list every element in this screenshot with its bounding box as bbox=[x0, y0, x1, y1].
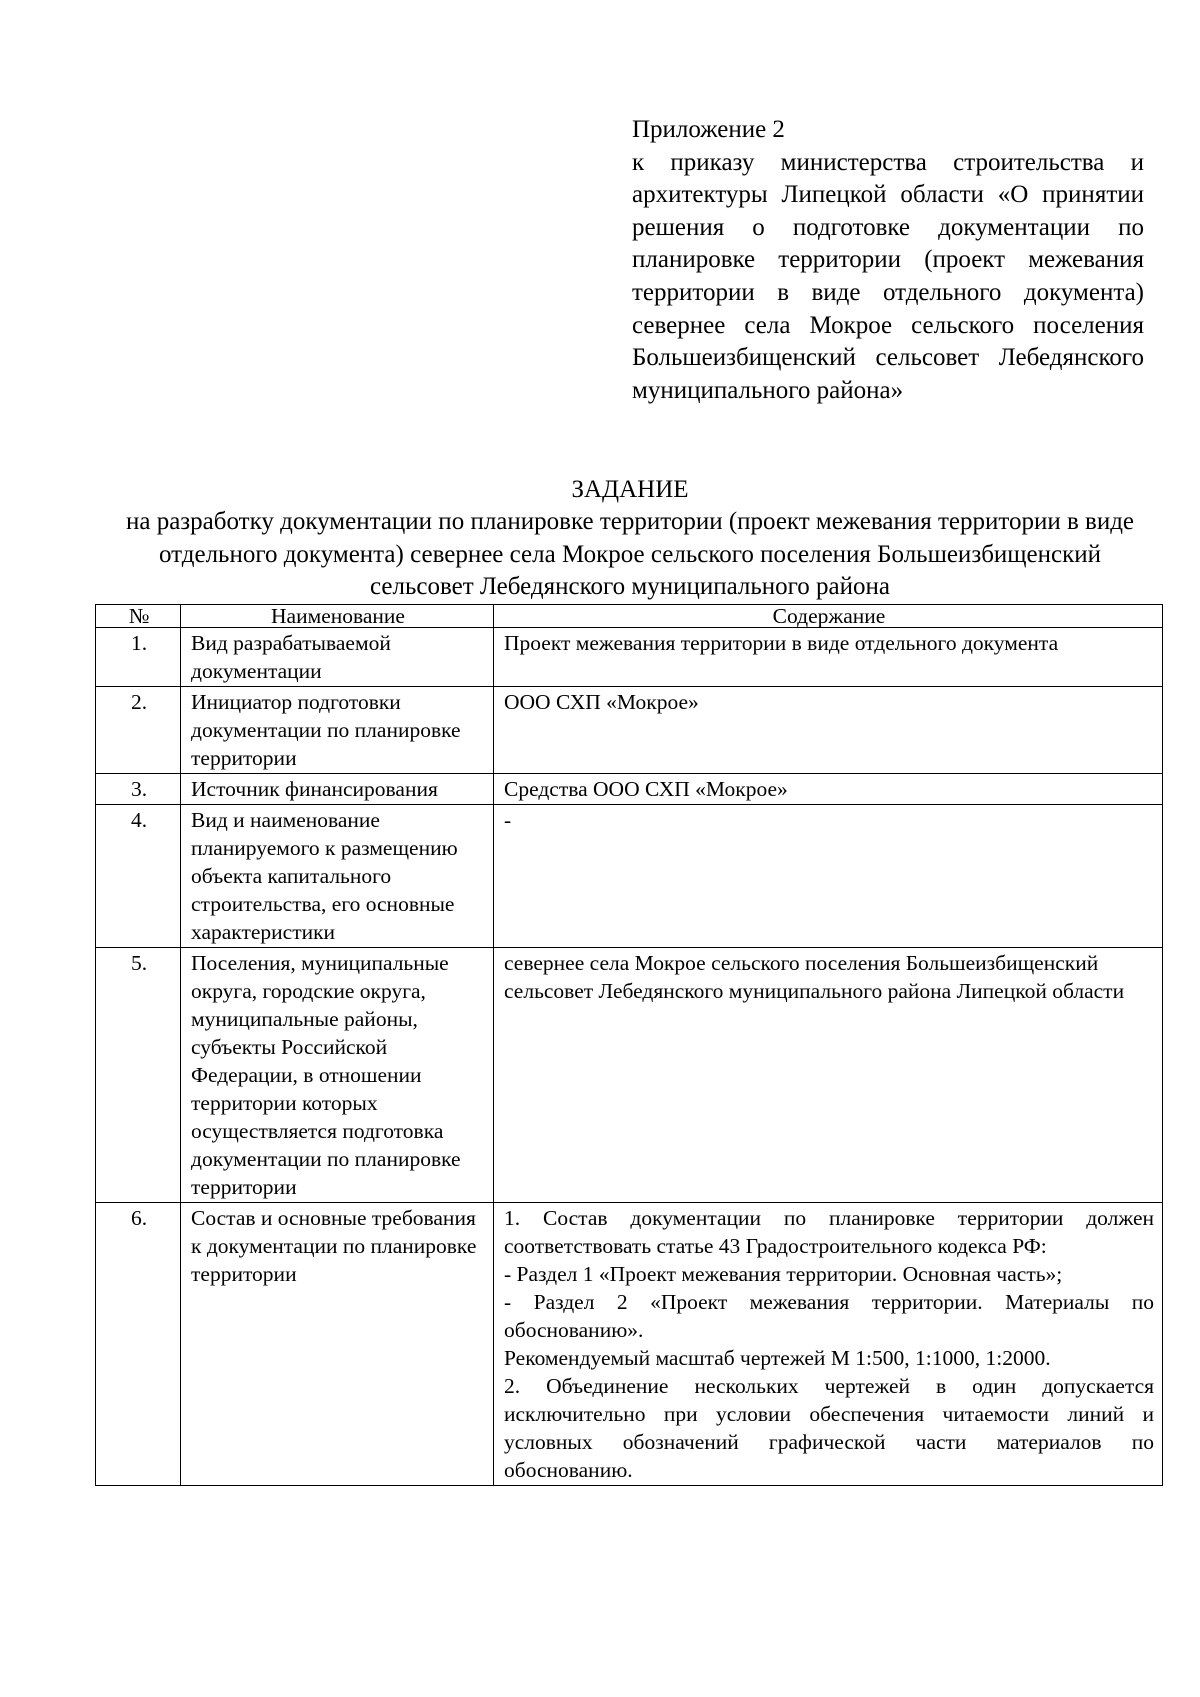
row-name: Вид и наименование планируемого к размещению объекта капитального строительства, его основные характеристики bbox=[181, 805, 494, 948]
row-content bbox=[494, 805, 1163, 948]
row-name: Вид разрабатываемой документации bbox=[181, 628, 494, 687]
row-content bbox=[494, 687, 1163, 774]
row-content bbox=[494, 1203, 1163, 1486]
row-name: Поселения, муниципальные округа, городские округа, муниципальные районы, субъекты Российской Федерации, в отношении территории которых осуществляется подготовка документации по планировке территории bbox=[181, 948, 494, 1203]
row-number: 5. bbox=[96, 948, 181, 1203]
content-paragraph: Рекомендуемый масштаб чертежей М 1:500, 1:1000, 1:2000. bbox=[504, 1346, 1051, 1370]
document-heading bbox=[95, 474, 1165, 604]
row-number: 6. bbox=[96, 1203, 181, 1486]
row-name: Инициатор подготовки документации по планировке территории bbox=[181, 687, 494, 774]
row-name: Состав и основные требования к документации по планировке территории bbox=[181, 1203, 494, 1486]
document-title: ЗАДАНИЕ bbox=[571, 476, 689, 503]
row-number: 3. bbox=[96, 774, 181, 805]
header-content: Содержание bbox=[494, 605, 1163, 628]
annex-body: к приказу министерства строительства и архитектуры Липецкой области «О принятии решения о подготовке документации по планировке территории (проект межевания территории в виде отдельного документа) севернее села Мокрое сельского поселения Большеизбищенский сельсовет Лебедянского муниципального района» bbox=[632, 148, 1144, 404]
header-name: Наименование bbox=[181, 605, 494, 628]
row-number: 2. bbox=[96, 687, 181, 774]
content-paragraph: - Раздел 1 «Проект межевания территории. Основная часть»; bbox=[504, 1262, 1063, 1286]
content-paragraph: Проект межевания территории в виде отдельного документа bbox=[504, 631, 1059, 655]
content-paragraph: 2. Объединение нескольких чертежей в один допускается исключительно при условии обеспечения читаемости линий и условных обозначений графической части материалов по обоснованию. bbox=[504, 1374, 1154, 1482]
row-number: 4. bbox=[96, 805, 181, 948]
row-content bbox=[494, 774, 1163, 805]
content-paragraph: ООО СХП «Мокрое» bbox=[504, 690, 699, 714]
content-paragraph: севернее села Мокрое сельского поселения Большеизбищенский сельсовет Лебедянского муниципального района Липецкой области bbox=[504, 951, 1125, 1003]
task-table bbox=[95, 604, 1163, 1486]
header-number: № bbox=[96, 605, 181, 628]
table-row bbox=[96, 628, 1163, 687]
row-name: Источник финансирования bbox=[181, 774, 494, 805]
table-row bbox=[96, 687, 1163, 774]
annex-block bbox=[632, 114, 1144, 407]
row-content bbox=[494, 948, 1163, 1203]
content-paragraph: 1. Состав документации по планировке территории должен соответствовать статье 43 Градостроительного кодекса РФ: bbox=[504, 1206, 1154, 1258]
table-row bbox=[96, 1203, 1163, 1486]
annex-title: Приложение 2 bbox=[632, 116, 785, 143]
table-header-row bbox=[96, 605, 1163, 628]
row-number: 1. bbox=[96, 628, 181, 687]
content-paragraph: Средства ООО СХП «Мокрое» bbox=[504, 777, 788, 801]
table-row bbox=[96, 948, 1163, 1203]
table-row bbox=[96, 774, 1163, 805]
content-paragraph: - bbox=[504, 808, 512, 832]
document-subtitle: на разработку документации по планировке территории (проект межевания территории в виде отдельного документа) севернее села Мокрое сельского поселения Большеизбищенский сельсовет Лебедянского муниципального района bbox=[125, 508, 1135, 601]
content-paragraph: - Раздел 2 «Проект межевания территории. Материалы по обоснованию». bbox=[504, 1290, 1154, 1342]
row-content bbox=[494, 628, 1163, 687]
table-row bbox=[96, 805, 1163, 948]
